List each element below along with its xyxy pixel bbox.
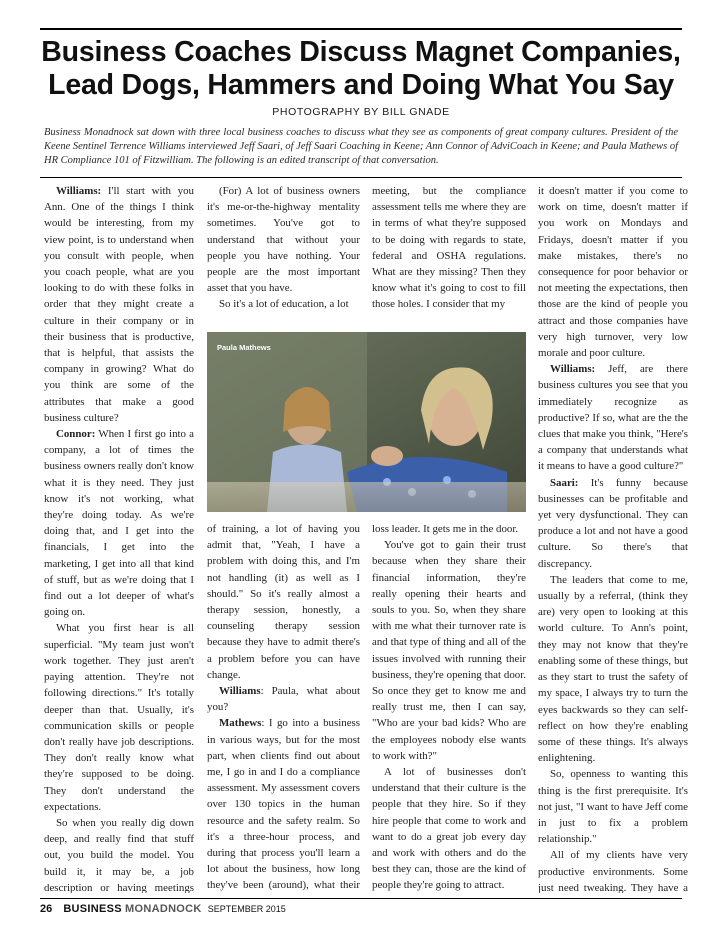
speaker-name: Connor: — [56, 428, 96, 441]
intro-rule — [40, 177, 682, 178]
photo-illustration — [207, 332, 526, 512]
paragraph-text: It's funny because businesses can be profitable and yet very dysfunctional. They can produce a lot and not have a good culture. So there's that discrepancy. — [538, 476, 688, 570]
speaker-name: Mathews — [219, 717, 262, 730]
paragraph-text: : I go into a business in various ways, but for the most part, when clients find out about me, I go in and I do a compliance assessment. My assessment covers over 130 topics in the human resource and the safety realm. So it's a three-hour process, and during that process you'll learn a lot about the business, how long they've been (around), what their — [207, 717, 360, 892]
paragraph-text: of training, a lot of having you admit that, "Yeah, I have a problem with doing this, and I'm not handling (it) as well as I should." So it's really almost a therapy session, honestly, a counseling therapy session because they have to admit there's a problem before you can have change. — [207, 523, 360, 681]
paragraph — [44, 815, 194, 893]
article-intro: Business Monadnock sat down with three local business coaches to discuss what they see as components of great company cultures. President of the Keene Sentinel Terrence Williams interviewed Jeff Saari, of Jeff Saari Coaching in Keene; Ann Connor of AdviCoach in Keene; and Paula Mathews of HR Compliance 101 of Fitzwilliam. The following is an edited transcript of that conversation. — [44, 127, 678, 166]
paragraph-text: All of my clients have very productive environments. Some just need tweaking. They have a — [538, 849, 688, 893]
column-1 — [44, 183, 194, 893]
paragraph — [207, 521, 360, 683]
speaker-name: Williams — [219, 685, 261, 698]
paragraph — [538, 766, 688, 847]
paragraph — [207, 683, 360, 715]
paragraph-text: I'll start with you Ann. One of the things I think would be interesting, from my view point, is to understand when you consult with people, when you coach people, what are you looking to do with these folks in order that they might create a culture in their company or in their business that is productive, that is helpful, that assists the company in growing? What do you think are some of the attributes that make a good business culture? — [44, 185, 194, 424]
paragraph-text: So it's a lot of education, a lot — [219, 298, 349, 311]
paragraph — [207, 183, 360, 296]
paragraph — [372, 537, 526, 764]
magazine-name-business: BUSINESS — [63, 903, 122, 915]
paragraph-text: loss leader. It gets me in the door. — [372, 523, 519, 535]
paragraph-text: What you first hear is all superficial. "My team just won't work together. They just aren't paying attention. They're not following directions." It's totally deeper than that. Usually, it's communication skills or people don't really have job descriptions. They don't really know what they're supposed to be doing. They don't understand the expectations. — [44, 622, 194, 813]
paragraph — [538, 572, 688, 766]
paragraph-text: meeting, but the compliance assessment tells me where they are in terms of what they're supposed to be doing with regards to state, federal and OSHA regulations. What are they missing? Then they know what it's going to cost to fill those holes. I consider that my — [372, 185, 526, 311]
speaker-name: Williams: — [550, 363, 596, 376]
article-photo — [207, 332, 526, 512]
top-rule — [40, 28, 682, 30]
paragraph-text: A lot of businesses don't understand that their culture is the people that they hire. So if they hire people that come to work and want to do a great job every day and work with others and do the best they can, those are the kind of people they're going to attract. — [372, 766, 526, 892]
paragraph-text: So when you really dig down deep, and really find that stuff out, you build the model. You build it, it may be, a job description or having meetings — [44, 816, 194, 893]
paragraph — [538, 847, 688, 893]
paragraph-text: it doesn't matter if you come to work on time, doesn't matter if you work on Mondays and Fridays, doesn't matter if you make mistakes, there's no consequence for poor behavior or not meeting the expectations, then those are the kind of people you attract and those companies have very high turnover, very low morale and poor culture. — [538, 185, 688, 360]
paragraph-text: So, openness to wanting this thing is the first prerequisite. It's not just, "I want to have Jeff come in just to fix a problem relationship." — [538, 768, 688, 846]
paragraph — [538, 475, 688, 572]
photo-caption: Paula Mathews — [217, 343, 271, 352]
paragraph — [372, 183, 526, 313]
paragraph-text: You've got to gain their trust because when they share their financial information, they're really opening their hearts and souls to you. So, when they share with me what their turnover rate is and that type of thing and all of the issues involved with running their business, they're opening that door. So once they get to know me and really trust me, then I can say, "Who are your bad kids? Who are the employees nobody else wants to work with?" — [372, 539, 526, 762]
speaker-name: Williams: — [56, 185, 102, 197]
speaker-name: Saari: — [550, 476, 579, 489]
paragraph-text: (For) A lot of business owners it's me-or-the-highway mentality sometimes. You've got to understand that without your people you have nothing. Your people are the most important asset that you have. — [207, 185, 360, 295]
footer-rule — [40, 898, 682, 899]
paragraph — [207, 296, 360, 312]
paragraph-text: The leaders that come to me, usually by a referral, (think they are) very open to looking at this world culture. To Ann's point, they may not know that they're enabling some of these things, but as they start to trust the safety of my space, I always try to turn the eyes backwards so they can self-reflect on how they're enabling some of these things. It's always enlightening. — [538, 573, 688, 765]
column-2-top — [207, 183, 360, 328]
paragraph-text: When I first go into a company, a lot of times the business owners really don't know what it is they need. They just know it's not working, what they're doing today. As we're doing that, and I get into the financials, I get into the marketing, I get into all that kind of stuff, but as we're doing that I find out a lot deeper of what's going on. — [44, 428, 194, 619]
column-4 — [538, 183, 688, 893]
paragraph-text: : Paula, what about you? — [207, 685, 360, 714]
paragraph — [538, 361, 688, 474]
issue-date: SEPTEMBER 2015 — [207, 904, 286, 914]
paragraph — [538, 183, 688, 361]
paragraph — [44, 183, 194, 426]
paragraph — [372, 521, 526, 537]
paragraph-text: Jeff, are there business cultures you see that you immediately recognize as productive? If so, what are the the clues that make you think, "Here's a company that understands what it means to have a good culture?" — [538, 363, 688, 473]
column-3-bottom — [372, 521, 526, 893]
column-2-bottom — [207, 521, 360, 893]
paragraph — [44, 620, 194, 814]
page-footer — [40, 903, 286, 915]
paragraph — [44, 426, 194, 620]
paragraph — [372, 764, 526, 893]
article-headline: Business Coaches Discuss Magnet Companies, Lead Dogs, Hammers and Doing What You Say — [41, 36, 681, 101]
column-3-top — [372, 183, 526, 328]
page-number: 26 — [40, 903, 53, 915]
paragraph — [207, 715, 360, 893]
magazine-name-monadnock: MONADNOCK — [125, 903, 202, 915]
photo-credit: PHOTOGRAPHY BY BILL GNADE — [272, 106, 450, 118]
